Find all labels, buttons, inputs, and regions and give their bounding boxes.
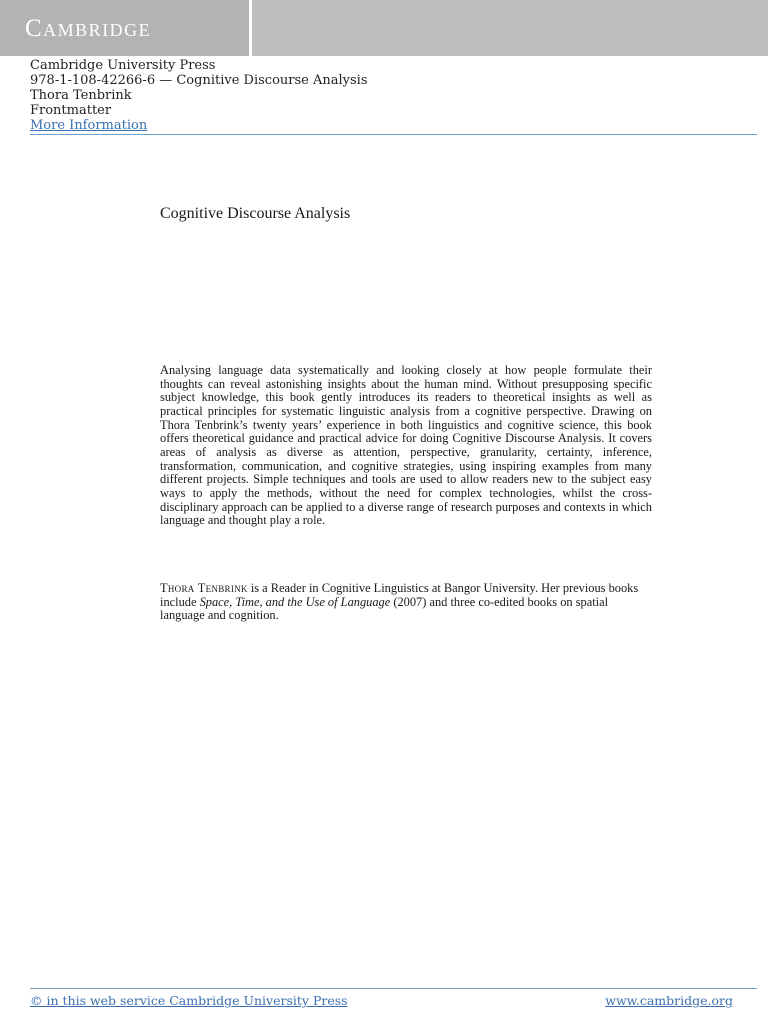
header-banner (0, 0, 768, 56)
isbn-title: 978-1-108-42266-6 — Cognitive Discourse Analysis (30, 73, 368, 88)
author-name: Thora Tenbrink (30, 88, 132, 103)
copyright-link[interactable]: © in this web service Cambridge University Press (30, 993, 348, 1008)
publisher-name: Cambridge University Press (30, 58, 216, 73)
book-metadata (30, 58, 368, 133)
cambridge-logo[interactable] (0, 0, 252, 56)
bio-book-title: Space, Time, and the Use of Language (199, 594, 391, 609)
header-divider (30, 134, 757, 135)
page-title: Cognitive Discourse Analysis (160, 205, 351, 222)
footer-divider (30, 988, 757, 989)
bio-text-part2: (2007) and three co-edited books on spatial language and cognition. (160, 594, 609, 623)
description-paragraph: Analysing language data systematically and looking closely at how people formulate their thoughts can reveal astonishing insights about the human mind. Without presupposing specific subject knowledge, this book gently introduces its readers to theoretical insights as well as practical principles for systematic linguistic analysis from a cognitive perspective. Drawing on Thora Tenbrink’s twenty years’ experience in both linguistics and cognitive science, this book offers theoretical guidance and practical advice for doing Cognitive Discourse Analysis. It covers areas of analysis as diverse as attention, perspective, granularity, certainty, inference, transformation, communication, and cognitive strategies, using inspiring examples from many different projects. Simple techniques and tools are used to allow readers new to the subject easy ways to apply the methods, without the need for complex technologies, whilst the cross-disciplinary approach can be applied to a diverse range of research purposes and contexts in which language and thought play a role. (160, 363, 652, 528)
author-bio (160, 582, 652, 623)
more-information-link[interactable]: More Information (30, 118, 148, 133)
bio-text-part1: is a Reader in Cognitive Linguistics at Bangor University. Her previous books include (160, 581, 639, 609)
section-name: Frontmatter (30, 103, 112, 118)
bio-author-name: Thora Tenbrink (160, 581, 248, 595)
website-link[interactable]: www.cambridge.org (605, 993, 733, 1008)
book-description (160, 364, 652, 528)
cambridge-logo-text: Cambridge (25, 15, 152, 42)
